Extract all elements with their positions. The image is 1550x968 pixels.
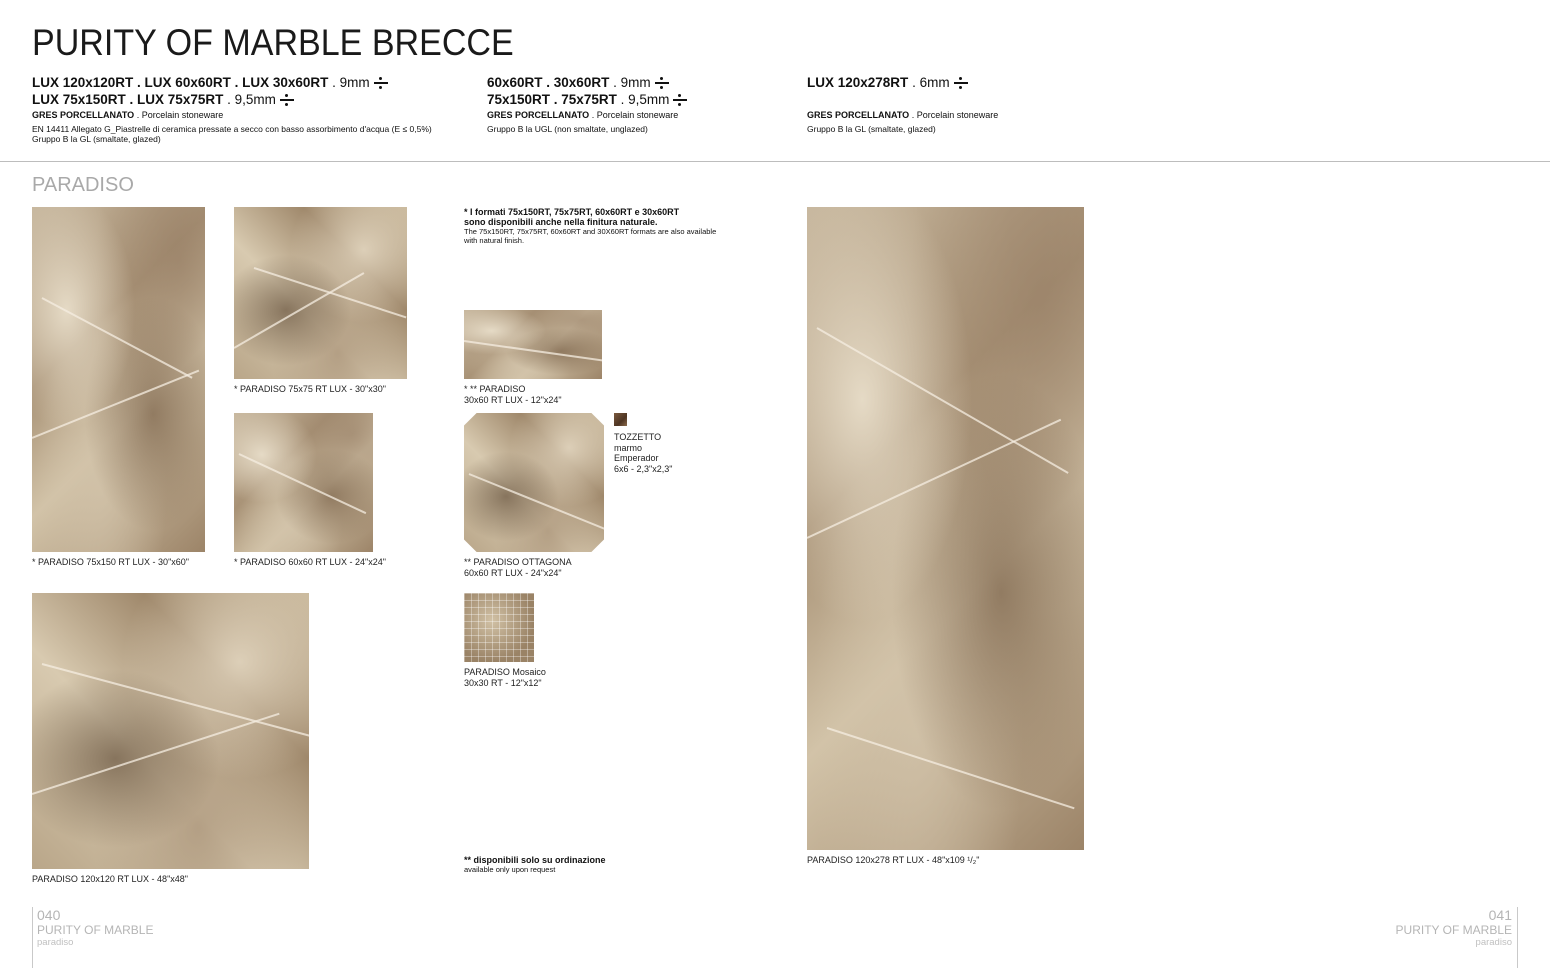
spec-thickness: . 9mm	[328, 75, 370, 90]
spec-formats: LUX 120x120RT . LUX 60x60RT . LUX 30x60RT	[32, 75, 329, 90]
material-en: . Porcelain stoneware	[589, 110, 679, 120]
caption-line: 6x6 - 2,3"x2,3"	[614, 463, 673, 474]
tile-image-mosaico	[464, 593, 534, 662]
note-text: available only upon request	[464, 865, 556, 874]
thickness-divide-icon	[655, 77, 669, 89]
tile-caption: * PARADISO 75x150 RT LUX - 30"x60"	[32, 557, 189, 567]
material-label: GRES PORCELLANATO	[32, 110, 135, 120]
material-en: . Porcelain stoneware	[134, 110, 224, 120]
caption-line: 30x60 RT LUX - 12"x24"	[464, 394, 562, 405]
material-line	[807, 110, 998, 120]
tile-caption	[464, 667, 546, 688]
page-title: PURITY OF MARBLE BRECCE	[32, 22, 514, 63]
tozzetto-swatch	[614, 413, 627, 426]
spec-line	[487, 74, 687, 91]
note-bold: ** disponibili solo su ordinazione	[464, 855, 606, 865]
tile-image-75x150	[32, 207, 205, 552]
material-label: GRES PORCELLANATO	[487, 110, 590, 120]
note-bold: sono disponibili anche nella finitura naturale.	[464, 217, 658, 227]
caption-line: ** PARADISO OTTAGONA	[464, 557, 572, 567]
tile-image-75x75	[234, 207, 407, 379]
caption-line: marmo	[614, 442, 643, 453]
spec-thickness: . 6mm	[908, 75, 950, 90]
material-line	[487, 110, 687, 120]
caption-line: 30x30 RT - 12"x12"	[464, 677, 542, 688]
footer-subtitle: paradiso	[1475, 937, 1512, 948]
page-number: 040	[37, 907, 61, 923]
spec-thickness: . 9,5mm	[616, 92, 670, 107]
material-line	[32, 110, 432, 120]
tile-image-60x60	[234, 413, 373, 552]
material-en: . Porcelain stoneware	[909, 110, 999, 120]
thickness-divide-icon	[280, 94, 294, 106]
caption-line: PARADISO Mosaico	[464, 667, 546, 677]
footer-line-right	[1517, 907, 1518, 968]
caption-line: 60x60 RT LUX - 24"x24"	[464, 567, 562, 578]
caption-line: TOZZETTO	[614, 432, 662, 442]
footer-title: PURITY OF MARBLE	[1395, 923, 1512, 937]
caption-line: Emperador	[614, 453, 659, 463]
norm-text: Gruppo B la GL (smaltate, glazed)	[32, 133, 161, 144]
norm-text: Gruppo B la GL (smaltate, glazed)	[807, 124, 936, 134]
spec-formats: LUX 75x150RT . LUX 75x75RT	[32, 92, 224, 107]
footer-subtitle: paradiso	[37, 937, 74, 948]
spec-thickness: . 9,5mm	[223, 92, 276, 107]
footer-left	[37, 907, 153, 948]
footer-right	[1396, 907, 1512, 948]
page-number: 041	[1488, 907, 1512, 923]
material-label: GRES PORCELLANATO	[807, 110, 910, 120]
tile-caption: * PARADISO 75x75 RT LUX - 30"x30"	[234, 384, 386, 394]
spec-line	[487, 91, 687, 108]
section-title: PARADISO	[32, 174, 134, 196]
note-text: with natural finish.	[464, 236, 525, 245]
tile-caption	[464, 384, 562, 405]
note-text: The 75x150RT, 75x75RT, 60x60RT and 30X60RT formats are also available	[464, 227, 717, 236]
order-note	[464, 855, 606, 874]
tozzetto-caption	[614, 432, 672, 474]
header-divider	[0, 161, 1550, 162]
footer-title: PURITY OF MARBLE	[37, 923, 154, 937]
tile-image-30x60	[464, 310, 602, 379]
norm-text: Gruppo B la UGL (non smaltate, unglazed)	[487, 124, 648, 134]
tile-image-120x278	[807, 207, 1084, 850]
tile-caption	[464, 557, 572, 578]
thickness-divide-icon	[954, 77, 968, 89]
spec-column-2	[487, 74, 687, 135]
spec-formats: LUX 120x278RT	[807, 75, 909, 90]
tile-caption: * PARADISO 60x60 RT LUX - 24"x24"	[234, 557, 386, 567]
spec-column-3	[807, 74, 998, 135]
thickness-divide-icon	[374, 77, 388, 89]
caption-line: * ** PARADISO	[464, 384, 526, 394]
spec-line	[807, 74, 998, 91]
spec-thickness: . 9mm	[609, 75, 651, 90]
formats-note	[464, 207, 716, 245]
spec-formats: 75x150RT . 75x75RT	[487, 92, 617, 107]
thickness-divide-icon	[673, 94, 687, 106]
norm-text: EN 14411 Allegato G_Piastrelle di ceramica pressate a secco con basso assorbimento d'acqua (E ≤ 0,5%)	[32, 124, 432, 134]
spec-column-1	[32, 74, 432, 144]
tile-image-ottagona	[464, 413, 604, 552]
tile-image-120x120	[32, 593, 309, 869]
tile-caption: PARADISO 120x278 RT LUX - 48"x109 ¹/₂"	[807, 855, 980, 865]
footer-line-left	[32, 907, 33, 968]
tile-caption: PARADISO 120x120 RT LUX - 48"x48"	[32, 874, 188, 884]
spec-formats: 60x60RT . 30x60RT	[487, 75, 610, 90]
spec-line	[32, 74, 432, 91]
note-bold: * I formati 75x150RT, 75x75RT, 60x60RT e 30x60RT	[464, 207, 680, 217]
spec-line	[32, 91, 432, 108]
